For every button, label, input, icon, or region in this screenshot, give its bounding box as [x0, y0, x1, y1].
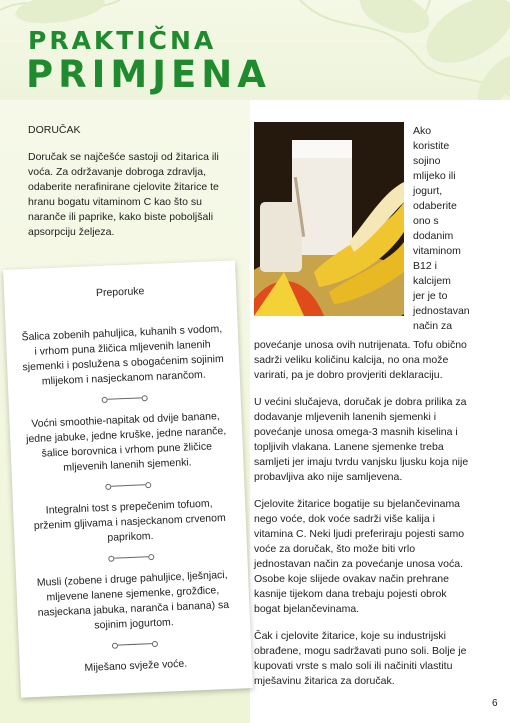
ornament-divider	[108, 397, 142, 399]
text-line: koristite	[413, 140, 450, 152]
text-line: vitaminom	[413, 245, 461, 257]
paragraph	[254, 629, 494, 689]
text-line: jednostavan način za povećanje unosa voća.	[254, 558, 463, 570]
intro-paragraph	[28, 150, 243, 240]
intro-line: Doručak se najčešće sastoji od žitarica ili	[28, 151, 219, 163]
text-line: obrađene, mogu sadržavati puno soli. Bolje je	[254, 645, 467, 657]
intro-line: odaberite nerafinirane cjelovite žitarice te	[28, 181, 219, 193]
text-line: dodanim	[413, 230, 454, 242]
recommendation-item	[34, 655, 238, 679]
text-line: Osobe koje slijede ovakav način prehrane	[254, 573, 449, 585]
text-line: sojino	[413, 155, 441, 167]
text-line: mlijeko ili	[413, 170, 456, 182]
page-title-line1: PRAKTIČNA	[28, 26, 217, 55]
text-line: sadrži veliku količinu kalcija, no ona može	[254, 354, 449, 366]
card-title: Preporuke	[95, 285, 145, 300]
text-line: U većini slučajeva, doručak je dobra prilika za	[254, 396, 467, 408]
text-line: Cjelovite žitarice bogatije su bjelančevinama	[254, 498, 461, 510]
text-line: dodavanje mljevenih lanenih sjemenki i	[254, 411, 437, 423]
item-line: Integralni tost s prepečenim tofuom,	[45, 497, 213, 517]
item-line: mljevenih lanenih sjemenki.	[63, 456, 192, 474]
text-line: nego voće, dok voće sadrži više kalija i	[254, 513, 435, 525]
paragraph	[254, 338, 494, 383]
item-line: mljevene lanene sjemenke, grožđice,	[46, 584, 220, 604]
intro-line: hranu bogatu vitaminom C kao što su	[28, 196, 202, 208]
text-line: jednostavan	[413, 305, 470, 317]
text-line: varirati, pa je dobro provjeriti deklaraciju.	[254, 369, 443, 381]
breakfast-intro	[28, 123, 243, 240]
item-line: prženim gljivama i nasjeckanom crvenom	[33, 511, 226, 532]
text-line: povećanje unosa omega-3 masnih kiselina i	[254, 426, 458, 438]
text-line: voće za doručak, što može biti vrlo	[254, 543, 416, 555]
recommendation-item	[27, 496, 233, 550]
intro-line: apsorpciju željeza.	[28, 226, 115, 238]
photo-side-text	[413, 124, 493, 334]
right-column-text	[254, 338, 494, 701]
ornament-divider	[111, 484, 145, 486]
item-line: jedne jabuke, jedne kruške, jedne naranče,	[25, 424, 227, 446]
paragraph	[254, 395, 494, 485]
text-line: Ako	[413, 125, 432, 137]
text-line: B12 i	[413, 260, 437, 272]
page-header	[0, 0, 510, 100]
intro-line: voća. Za održavanje dobroga zdravlja,	[28, 166, 207, 178]
text-line: vitamina C. Neki ljudi preferiraju pojesti samo	[254, 528, 465, 540]
item-line: paprikom.	[107, 529, 154, 544]
text-line: jogurt,	[413, 185, 443, 197]
item-line: Voćni smoothie-napitak od dvije banane,	[31, 410, 220, 430]
recommendation-item	[30, 568, 236, 636]
text-line: Čak i cjelovite žitarice, koje su industrijski	[254, 630, 446, 642]
text-line: samljeti jer imaju tvrdu vanjsku ljusku koja nije	[254, 456, 469, 468]
text-line: jer je to	[413, 290, 448, 302]
ornament-divider	[114, 556, 148, 558]
text-line: kupovati vrste s malo soli ili načiniti vlastitu	[254, 660, 453, 672]
page-number: 6	[492, 698, 498, 709]
text-line: mješavinu žitarica za doručak.	[254, 675, 395, 687]
item-line: Miješano svježe voće.	[84, 657, 188, 674]
item-line: nasjeckana jabuka, naranča i banana) sa	[37, 598, 230, 619]
page-title-line2: PRIMJENA	[26, 53, 271, 96]
item-line: sjemenki i posluženа s obogaćenim sojinim	[22, 352, 224, 374]
item-line: i vrhom puna žličica mljevenih lanenih	[34, 338, 211, 358]
item-line: Musli (zobene i druge pahuljice, lješnjaci,	[36, 568, 228, 589]
text-line: probavljiva ako nije samljevena.	[254, 471, 403, 483]
item-line: sojinim jogurtom.	[94, 616, 174, 632]
section-heading: DORUČAK	[28, 124, 81, 136]
text-line: kalcijem	[413, 275, 451, 287]
breakfast-photo	[254, 122, 404, 316]
recommendation-item	[20, 322, 226, 390]
recommendations-card	[3, 260, 253, 697]
ornament-divider	[118, 643, 152, 645]
item-line: šalice borovnica i vrhom pune žličice	[41, 440, 213, 460]
item-line: mlijekom i nasjeckanom narančom.	[41, 368, 206, 388]
text-line: način za	[413, 320, 453, 332]
text-line: kasnije tijekom dana trebaju pojesti obrok	[254, 588, 447, 600]
text-line: bogat bjelančevinama.	[254, 603, 360, 615]
text-line: povećanje unosa ovih nutrijenata. Tofu obično	[254, 339, 467, 351]
recommendation-item	[23, 409, 229, 477]
item-line: Šalica zobenih pahuljica, kuhanih s vodom,	[21, 322, 223, 344]
paragraph	[254, 497, 494, 617]
text-line: topljivih vlakana. Lanene sjemenke treba	[254, 441, 444, 453]
intro-line: naranče ili paprike, kako biste poboljšali	[28, 211, 214, 223]
text-line: ono s	[413, 215, 439, 227]
text-line: odaberite	[413, 200, 457, 212]
